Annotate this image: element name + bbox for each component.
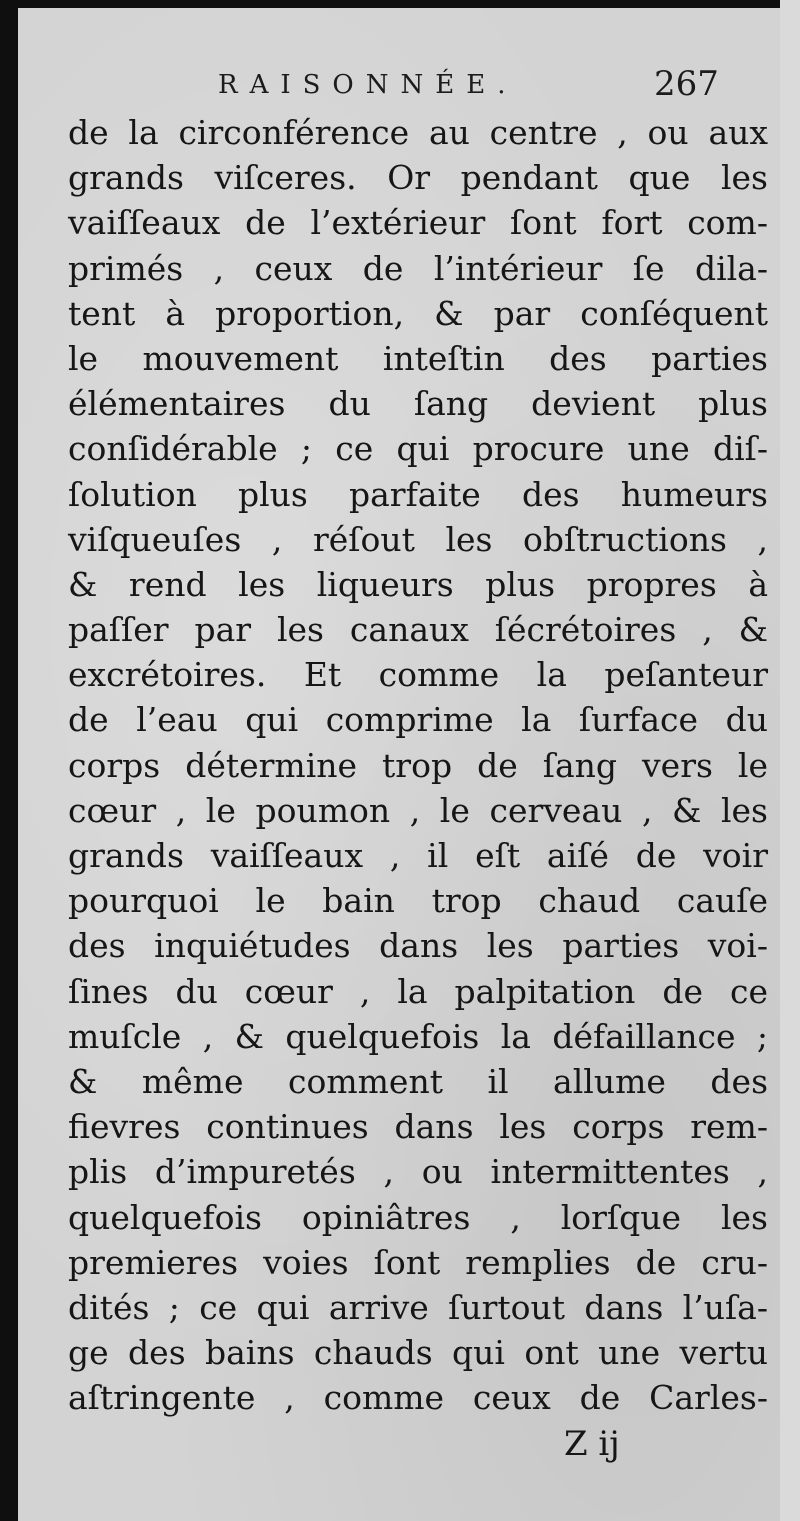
text-line: quelquefois opiniâtres , lorſque les: [68, 1197, 768, 1237]
text-line: le mouvement inteſtin des parties: [68, 338, 768, 378]
text-line: primés , ceux de l’intérieur ſe dila-: [68, 248, 768, 288]
text-line: cœur , le poumon , le cerveau , & les: [68, 790, 768, 830]
text-line: muſcle , & quelquefois la défaillance ;: [68, 1016, 768, 1056]
page-edge: [780, 0, 800, 1521]
signature-mark: Z ij: [564, 1424, 620, 1464]
text-line: dités ; ce qui arrive ſurtout dans l’uſa-: [68, 1287, 768, 1327]
text-line: ſines du cœur , la palpitation de ce: [68, 971, 768, 1011]
text-line: viſqueuſes , réſout les obſtructions ,: [68, 519, 768, 559]
page-number: 267: [654, 64, 719, 104]
text-line: corps détermine trop de ſang vers le: [68, 745, 768, 785]
text-line: grands viſceres. Or pendant que les: [68, 158, 768, 198]
text-line: de la circonférence au centre , ou aux: [68, 113, 768, 152]
text-line: vaiſſeaux de l’extérieur ſont fort com-: [68, 203, 768, 243]
text-line: paſſer par les canaux ſécrétoires , &: [68, 610, 768, 650]
text-line: & rend les liqueurs plus propres à: [68, 564, 768, 604]
text-line: ge des bains chauds qui ont une vertu: [68, 1333, 768, 1373]
text-line: ſolution plus parfaite des humeurs: [68, 474, 768, 514]
text-line: plis d’impuretés , ou intermittentes ,: [68, 1152, 768, 1192]
text-line: conſidérable ; ce qui procure une diſ-: [68, 429, 768, 469]
text-line: & même comment il allume des: [68, 1061, 768, 1101]
text-line: aſtringente , comme ceux de Carles-: [68, 1378, 768, 1418]
text-line: des inquiétudes dans les parties voi-: [68, 926, 768, 966]
running-head: RAISONNÉE.: [218, 70, 518, 100]
body-text: [68, 110, 768, 1420]
text-line: de l’eau qui comprime la ſurface du: [68, 700, 768, 740]
page-header: [18, 66, 782, 110]
text-line: excrétoires. Et comme la peſanteur: [68, 655, 768, 695]
text-line: pourquoi le bain trop chaud cauſe: [68, 881, 768, 921]
book-page: [18, 8, 782, 1521]
text-line: fievres continues dans les corps rem-: [68, 1107, 768, 1147]
text-line: premieres voies ſont remplies de cru-: [68, 1242, 768, 1282]
text-line: élémentaires du ſang devient plus: [68, 384, 768, 424]
text-line: grands vaiſſeaux , il eſt aiſé de voir: [68, 836, 768, 875]
text-line: tent à proportion, & par conſéquent: [68, 293, 768, 333]
